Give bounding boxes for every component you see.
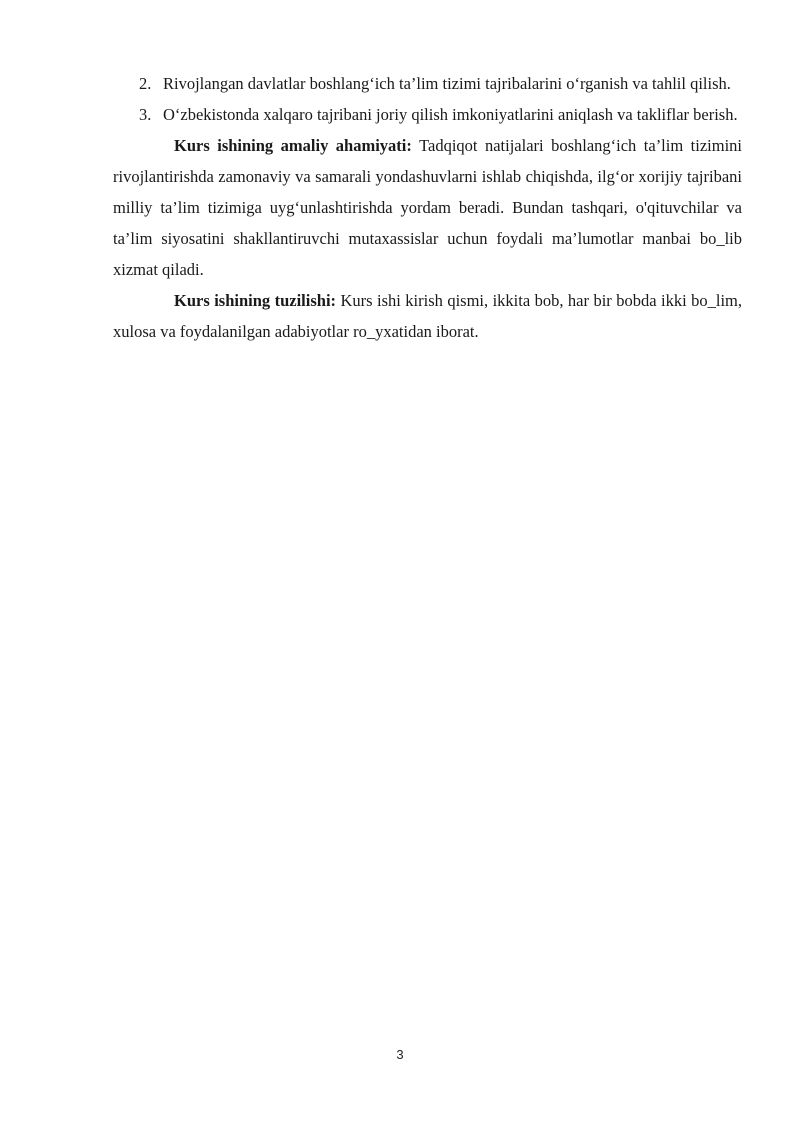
structure-paragraph [113,285,742,347]
page-content [113,68,742,347]
list-item-number: 3. [139,105,152,124]
paragraph-heading: Kurs ishining amaliy ahamiyati: [174,136,412,155]
paragraph-heading: Kurs ishining tuzilishi: [174,291,337,310]
paragraph-body: Tadqiqot natijalari boshlang‘ich ta’lim tizimini rivojlantirishda zamonaviy va samarali yondashuvlarni ishlab chiqishda, ilg‘or xorijiy tajribani milliy ta’lim tizimiga uyg‘unlashtirishda yordam beradi. Bundan tashqari, o'qituvchilar va ta’lim siyosatini shakllantiruvchi mutaxassislar uchun foydali ma’lumotlar manbai bo_lib xizmat qiladi. [113,136,742,279]
list-item [139,99,742,130]
paragraph-body: Kurs ishi kirish qismi, ikkita bob, har bir bobda ikki bo_lim, xulosa va foydalanilgan adabiyotlar ro_yxatidan iborat. [113,291,742,341]
list-item-text: O‘zbekistonda xalqaro tajribani joriy qilish imkoniyatlarini aniqlash va takliflar berish. [163,105,738,124]
practical-significance-paragraph [113,130,742,285]
list-item [139,68,742,99]
list-item-text: Rivojlangan davlatlar boshlang‘ich ta’lim tizimi tajribalarini o‘rganish va tahlil qilish. [163,74,731,93]
page-number: 3 [396,1047,404,1062]
list-item-number: 2. [139,74,152,93]
